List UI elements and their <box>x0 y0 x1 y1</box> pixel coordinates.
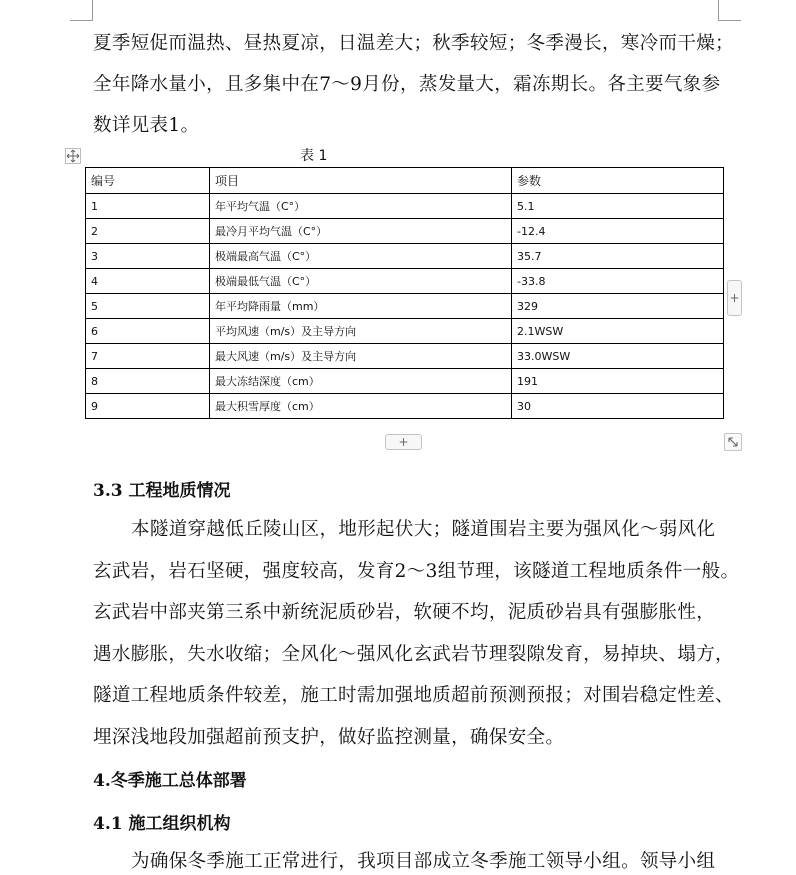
cell-item[interactable]: 最大冻结深度（cm） <box>210 369 512 394</box>
cell-value[interactable]: 33.0WSW <box>512 344 724 369</box>
table-row <box>86 369 724 394</box>
cell-number[interactable]: 6 <box>86 319 210 344</box>
paragraph-line: 遇水膨胀，失水收缩；全风化～强风化玄武岩节理裂隙发育，易掉块、塌方， <box>93 644 734 665</box>
cell-value[interactable]: 35.7 <box>512 244 724 269</box>
climate-parameters-table <box>85 167 724 419</box>
cell-value[interactable]: 30 <box>512 394 724 419</box>
cell-number[interactable]: 9 <box>86 394 210 419</box>
paragraph-line: 玄武岩中部夹第三系中新统泥质砂岩，软硬不均，泥质砂岩具有强膨胀性， <box>93 602 716 623</box>
table-move-icon[interactable] <box>65 148 81 164</box>
table-caption: 表 1 <box>300 148 328 164</box>
cell-number[interactable]: 5 <box>86 294 210 319</box>
cell-number[interactable]: 8 <box>86 369 210 394</box>
table-row <box>86 244 724 269</box>
cell-number[interactable]: 1 <box>86 194 210 219</box>
cell-item[interactable]: 年平均降雨量（mm） <box>210 294 512 319</box>
paragraph-line: 为确保冬季施工正常进行，我项目部成立冬季施工领导小组。领导小组 <box>131 851 716 872</box>
paragraph-line: 隧道工程地质条件较差，施工时需加强地质超前预测预报；对围岩稳定性差、 <box>93 685 734 706</box>
header-item[interactable]: 项目 <box>210 168 512 194</box>
table-row <box>86 294 724 319</box>
cell-number[interactable]: 7 <box>86 344 210 369</box>
cell-number[interactable]: 2 <box>86 219 210 244</box>
add-row-button[interactable]: + <box>385 434 422 450</box>
table-row <box>86 269 724 294</box>
cell-item[interactable]: 极端最低气温（C°） <box>210 269 512 294</box>
table-row <box>86 194 724 219</box>
paragraph-line: 埋深浅地段加强超前预支护，做好监控测量，确保安全。 <box>93 727 565 748</box>
cell-item[interactable]: 年平均气温（C°） <box>210 194 512 219</box>
table-resize-icon[interactable] <box>724 433 742 451</box>
cell-value[interactable]: 2.1WSW <box>512 319 724 344</box>
table-row <box>86 319 724 344</box>
intro-line-1: 夏季短促而温热、昼热夏凉，日温差大；秋季较短；冬季漫长，寒冷而干燥； <box>93 33 734 54</box>
cell-value[interactable]: -33.8 <box>512 269 724 294</box>
cell-item[interactable]: 最大风速（m/s）及主导方向 <box>210 344 512 369</box>
add-column-button[interactable]: + <box>727 280 742 316</box>
header-parameter[interactable]: 参数 <box>512 168 724 194</box>
paragraph-line: 玄武岩，岩石坚硬，强度较高，发育2～3组节理，该隧道工程地质条件一般。 <box>93 561 740 582</box>
table-row <box>86 219 724 244</box>
cell-item[interactable]: 极端最高气温（C°） <box>210 244 512 269</box>
intro-line-2: 全年降水量小，且多集中在7～9月份，蒸发量大，霜冻期长。各主要气象参 <box>93 74 721 95</box>
paragraph-line: 本隧道穿越低丘陵山区，地形起伏大；隧道围岩主要为强风化～弱风化 <box>131 519 716 540</box>
cell-number[interactable]: 3 <box>86 244 210 269</box>
section-heading-4: 4.冬季施工总体部署 <box>93 771 247 791</box>
cell-item[interactable]: 最冷月平均气温（C°） <box>210 219 512 244</box>
page-corner-mark-left <box>70 0 93 21</box>
table-row <box>86 344 724 369</box>
intro-line-3: 数详见表1。 <box>93 115 200 136</box>
table-header-row <box>86 168 724 194</box>
cell-value[interactable]: 329 <box>512 294 724 319</box>
section-heading-3-3: 3.3 工程地质情况 <box>93 481 231 501</box>
cell-item[interactable]: 最大积雪厚度（cm） <box>210 394 512 419</box>
section-heading-4-1: 4.1 施工组织机构 <box>93 814 231 834</box>
cell-item[interactable]: 平均风速（m/s）及主导方向 <box>210 319 512 344</box>
cell-number[interactable]: 4 <box>86 269 210 294</box>
cell-value[interactable]: 191 <box>512 369 724 394</box>
header-number[interactable]: 编号 <box>86 168 210 194</box>
cell-value[interactable]: 5.1 <box>512 194 724 219</box>
page-corner-mark-right <box>718 0 741 21</box>
table-row <box>86 394 724 419</box>
cell-value[interactable]: -12.4 <box>512 219 724 244</box>
